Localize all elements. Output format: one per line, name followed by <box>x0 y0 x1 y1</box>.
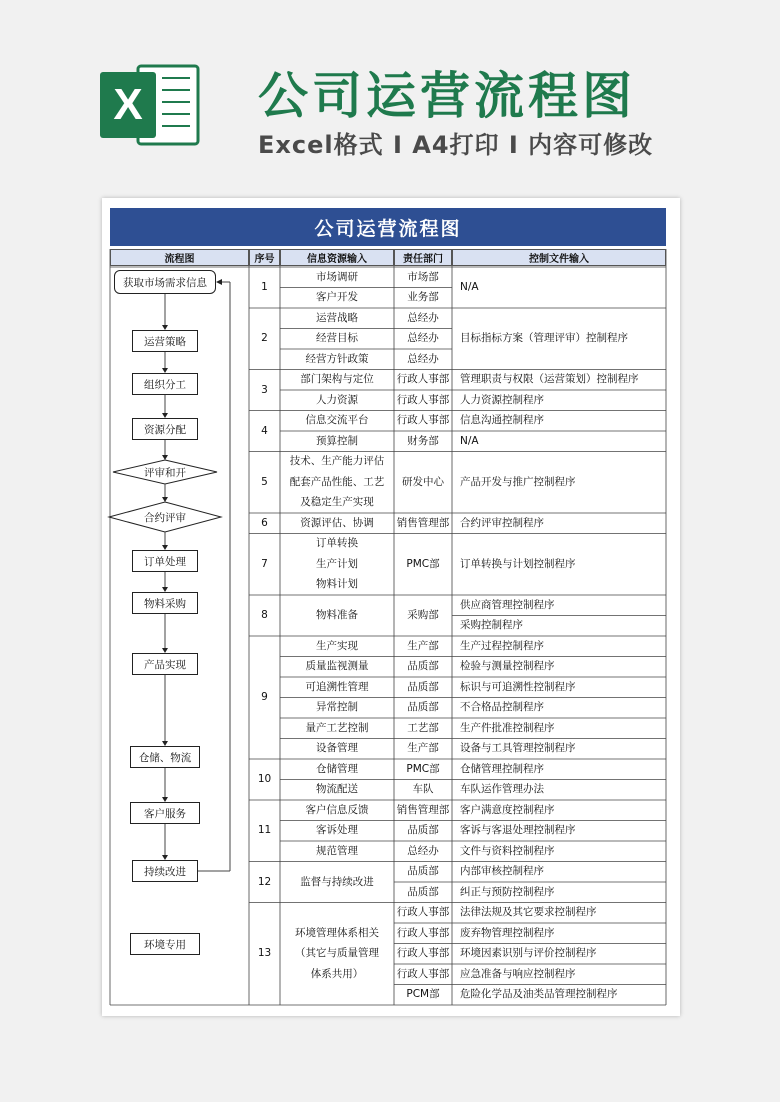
row-number: 1 <box>261 281 268 294</box>
responsible-dept: 销售管理部 <box>396 803 450 816</box>
responsible-dept: PMC部 <box>406 557 440 570</box>
info-input: 客户开发 <box>316 291 358 304</box>
info-input: 异常控制 <box>316 701 358 714</box>
flow-step: 组织分工 <box>132 373 198 395</box>
responsible-dept: 行政人事部 <box>396 906 450 919</box>
logo-letter: X <box>113 80 143 129</box>
control-document: 客诉与客退处理控制程序 <box>460 824 576 837</box>
info-input: 质量监视测量 <box>305 660 369 673</box>
control-document: 文件与资料控制程序 <box>460 844 555 857</box>
flow-step: 物料采购 <box>132 592 198 614</box>
info-input: 客诉处理 <box>316 824 358 837</box>
info-input: 生产计划 <box>316 557 358 570</box>
flow-step: 持续改进 <box>132 860 198 882</box>
info-input: 体系共用） <box>310 967 364 980</box>
control-document: 仓储管理控制程序 <box>460 762 544 775</box>
control-document: 环境因素识别与评价控制程序 <box>460 947 597 960</box>
control-document: 合约评审控制程序 <box>460 516 544 529</box>
responsible-dept: 行政人事部 <box>396 373 450 386</box>
row-number: 7 <box>261 557 268 570</box>
control-document: 内部审核控制程序 <box>460 865 544 878</box>
responsible-dept: 品质部 <box>407 660 439 673</box>
control-document: 法律法规及其它要求控制程序 <box>460 906 597 919</box>
control-document: 信息沟通控制程序 <box>460 414 544 427</box>
column-header: 信息资源输入 <box>280 249 394 266</box>
responsible-dept: 生产部 <box>407 742 439 755</box>
control-document: 目标指标方案（管理评审）控制程序 <box>460 332 628 345</box>
responsible-dept: PCM部 <box>406 988 440 1001</box>
info-input: 量产工艺控制 <box>305 721 369 734</box>
row-number: 9 <box>261 691 268 704</box>
control-document: 不合格品控制程序 <box>460 701 544 714</box>
excel-logo-icon <box>100 60 202 150</box>
info-input: 规范管理 <box>316 844 358 857</box>
row-number: 2 <box>261 332 268 345</box>
info-input: 客户信息反馈 <box>305 803 369 816</box>
column-header: 控制文件输入 <box>452 249 666 266</box>
responsible-dept: PMC部 <box>406 762 440 775</box>
column-header: 序号 <box>249 249 280 266</box>
info-input: 物流配送 <box>316 783 358 796</box>
responsible-dept: 采购部 <box>407 609 439 622</box>
document-sheet <box>102 198 680 1016</box>
responsible-dept: 销售管理部 <box>396 516 450 529</box>
info-input: 运营战略 <box>316 311 358 324</box>
control-document: 采购控制程序 <box>460 619 523 632</box>
control-document: 标识与可追溯性控制程序 <box>460 680 576 693</box>
info-input: 设备管理 <box>316 742 358 755</box>
row-number: 11 <box>257 824 272 837</box>
responsible-dept: 品质部 <box>407 680 439 693</box>
row-number: 12 <box>257 875 272 888</box>
control-document: 客户满意度控制程序 <box>460 803 555 816</box>
flow-arrowhead <box>216 279 222 285</box>
row-number: 13 <box>257 947 272 960</box>
responsible-dept: 车队 <box>412 783 434 796</box>
flow-step: 获取市场需求信息 <box>114 270 216 294</box>
row-number: 4 <box>261 424 268 437</box>
responsible-dept: 总经办 <box>407 332 439 345</box>
responsible-dept: 行政人事部 <box>396 393 450 406</box>
control-document: 纠正与预防控制程序 <box>460 885 555 898</box>
responsible-dept: 品质部 <box>407 824 439 837</box>
control-document: N/A <box>460 434 479 447</box>
column-header: 责任部门 <box>394 249 452 266</box>
responsible-dept: 总经办 <box>407 844 439 857</box>
control-document: 生产过程控制程序 <box>460 639 544 652</box>
responsible-dept: 行政人事部 <box>396 414 450 427</box>
control-document: 危险化学品及油类品管理控制程序 <box>460 988 618 1001</box>
flow-step: 运营策略 <box>132 330 198 352</box>
control-document: 设备与工具管理控制程序 <box>460 742 576 755</box>
flow-step: 订单处理 <box>132 550 198 572</box>
info-input: 物料准备 <box>316 609 358 622</box>
info-input: 环境管理体系相关 <box>295 926 379 939</box>
responsible-dept: 工艺部 <box>407 721 439 734</box>
control-document: 供应商管理控制程序 <box>460 598 555 611</box>
info-input: 物料计划 <box>316 578 358 591</box>
control-document: 应急准备与响应控制程序 <box>460 967 576 980</box>
info-input: 预算控制 <box>316 434 358 447</box>
responsible-dept: 总经办 <box>407 352 439 365</box>
control-document: 检验与测量控制程序 <box>460 660 555 673</box>
flow-step: 产品实现 <box>132 653 198 675</box>
responsible-dept: 市场部 <box>407 270 439 283</box>
responsible-dept: 品质部 <box>407 701 439 714</box>
responsible-dept: 品质部 <box>407 885 439 898</box>
info-input: 订单转换 <box>316 537 358 550</box>
responsible-dept: 生产部 <box>407 639 439 652</box>
info-input: （其它与质量管理 <box>295 947 379 960</box>
control-document: 车队运作管理办法 <box>460 783 544 796</box>
info-input: 市场调研 <box>316 270 358 283</box>
responsible-dept: 财务部 <box>407 434 439 447</box>
info-input: 经营方针政策 <box>305 352 369 365</box>
responsible-dept: 行政人事部 <box>396 967 450 980</box>
page-title: 公司运营流程图 <box>258 67 636 125</box>
info-input: 技术、生产能力评估 <box>289 455 385 468</box>
flow-step: 资源分配 <box>132 418 198 440</box>
info-input: 人力资源 <box>316 393 358 406</box>
responsible-dept: 总经办 <box>407 311 439 324</box>
row-number: 3 <box>261 383 268 396</box>
control-document: 管理职责与权限（运营策划）控制程序 <box>460 373 639 386</box>
control-document: 产品开发与推广控制程序 <box>460 475 576 488</box>
info-input: 仓储管理 <box>316 762 358 775</box>
info-input: 配套产品性能、工艺 <box>289 475 385 488</box>
flow-step-decision: 合约评审 <box>144 511 186 524</box>
info-input: 监督与持续改进 <box>300 875 374 888</box>
flow-step: 环境专用 <box>130 933 200 955</box>
responsible-dept: 行政人事部 <box>396 947 450 960</box>
row-number: 5 <box>261 475 268 488</box>
row-number: 8 <box>261 609 268 622</box>
flow-step: 仓储、物流 <box>130 746 200 768</box>
control-document: 订单转换与计划控制程序 <box>460 557 576 570</box>
column-header: 流程图 <box>110 249 249 266</box>
info-input: 经营目标 <box>316 332 358 345</box>
info-input: 可追溯性管理 <box>305 680 369 693</box>
responsible-dept: 品质部 <box>407 865 439 878</box>
responsible-dept: 行政人事部 <box>396 926 450 939</box>
row-number: 10 <box>257 773 272 786</box>
info-input: 生产实现 <box>316 639 358 652</box>
row-number: 6 <box>261 516 268 529</box>
control-document: N/A <box>460 281 479 294</box>
info-input: 信息交流平台 <box>305 414 369 427</box>
info-input: 资源评估、协调 <box>300 516 374 529</box>
control-document: 废弃物管理控制程序 <box>460 926 555 939</box>
table-title: 公司运营流程图 <box>110 208 666 246</box>
control-document: 生产件批准控制程序 <box>460 721 555 734</box>
info-input: 部门架构与定位 <box>300 373 374 386</box>
responsible-dept: 业务部 <box>407 291 439 304</box>
flow-step: 客户服务 <box>130 802 200 824</box>
flow-step-decision: 评审和开 <box>144 466 186 479</box>
control-document: 人力资源控制程序 <box>460 393 544 406</box>
info-input: 及稳定生产实现 <box>300 496 374 509</box>
responsible-dept: 研发中心 <box>402 475 444 488</box>
page-subtitle: Excel格式 I A4打印 I 内容可修改 <box>258 131 654 159</box>
